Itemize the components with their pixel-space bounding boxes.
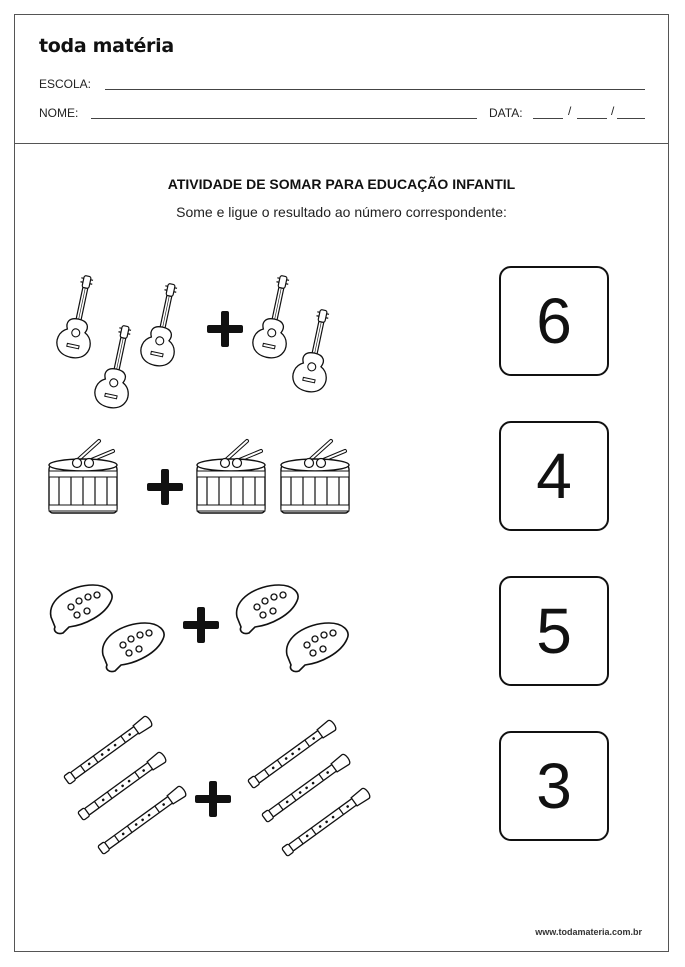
activity-instruction: Some e ligue o resultado ao número correspondente: — [176, 204, 507, 220]
guitar-icon — [138, 281, 188, 369]
answer-box-1[interactable]: 6 — [499, 266, 609, 376]
date-label: DATA: — [489, 106, 523, 120]
worksheet-frame — [14, 14, 669, 952]
ocarina-icon — [237, 585, 298, 634]
activity-title: ATIVIDADE DE SOMAR PARA EDUCAÇÃO INFANTIL — [167, 176, 516, 192]
date-separator: / — [611, 104, 615, 118]
plus-icon — [147, 469, 183, 505]
guitar-icon — [92, 323, 142, 411]
answer-box-4[interactable]: 3 — [499, 731, 609, 841]
date-month-line[interactable] — [577, 118, 607, 119]
plus-icon — [207, 311, 243, 347]
brand-logo: toda matéria — [39, 35, 174, 57]
answer-box-3[interactable]: 5 — [499, 576, 609, 686]
guitar-icon — [250, 273, 300, 361]
drum-icon — [281, 441, 349, 513]
guitar-icon — [290, 307, 340, 395]
date-separator: / — [568, 104, 572, 118]
name-label: NOME: — [39, 106, 79, 120]
ocarina-icon — [103, 623, 164, 672]
website-url[interactable]: www.todamateria.com.br — [535, 927, 642, 937]
date-year-line[interactable] — [617, 118, 645, 119]
school-label: ESCOLA: — [39, 77, 92, 91]
answer-box-2[interactable]: 4 — [499, 421, 609, 531]
drum-icon — [197, 441, 265, 513]
addition-row-guitars — [15, 15, 485, 955]
plus-icon — [195, 781, 231, 817]
ocarina-icon — [287, 623, 348, 672]
guitar-icon — [54, 273, 104, 361]
drum-icon — [49, 441, 117, 513]
date-day-line[interactable] — [533, 118, 563, 119]
ocarina-icon — [51, 585, 112, 634]
plus-icon — [183, 607, 219, 643]
